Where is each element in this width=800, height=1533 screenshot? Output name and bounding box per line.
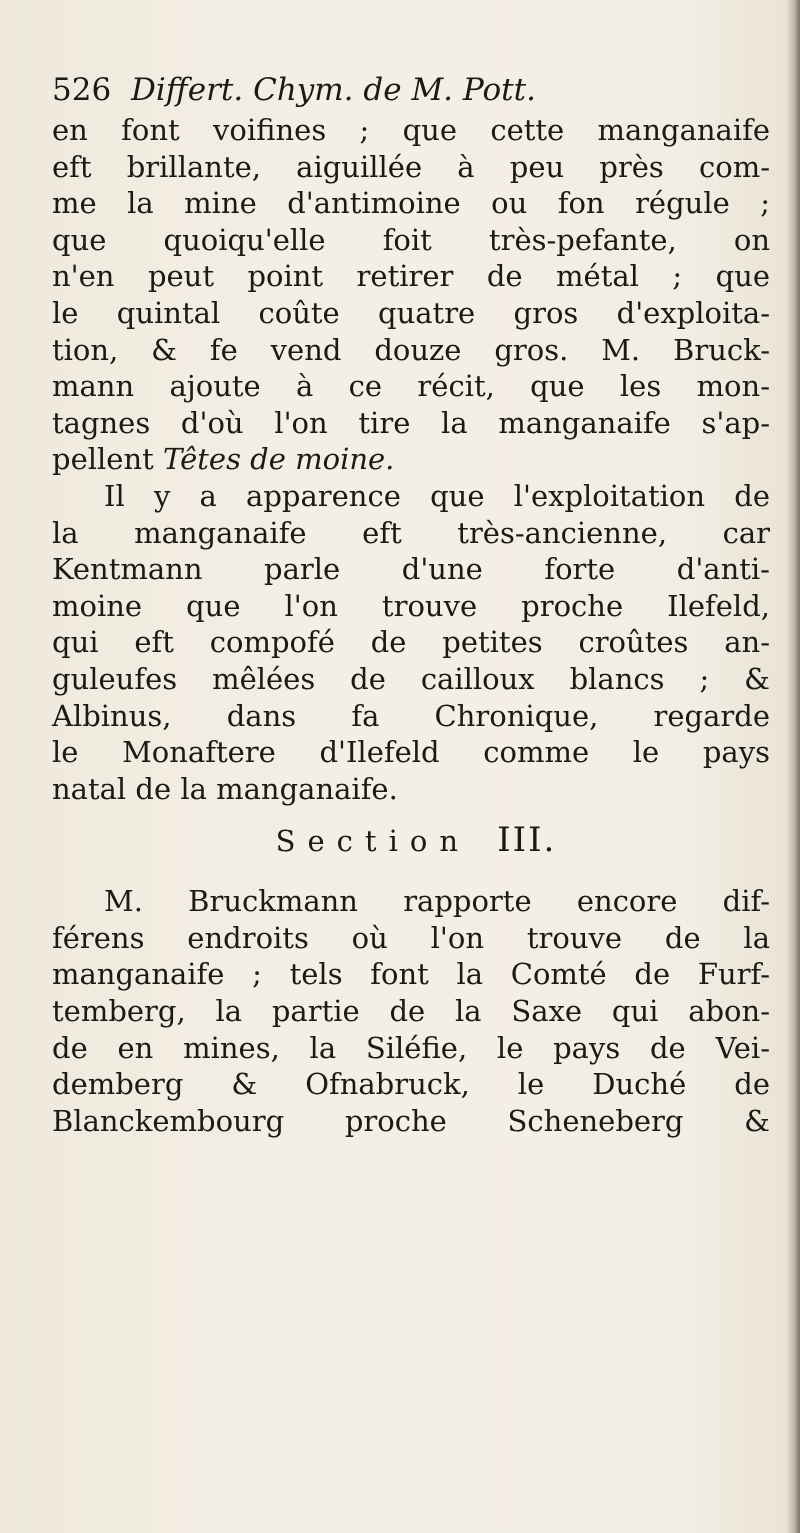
- italic-phrase: Têtes de moine.: [163, 442, 395, 477]
- text-line: le Monaftere d'Ilefeld comme le pays: [52, 735, 770, 770]
- text-line: moine que l'on trouve proche Ilefeld,: [52, 588, 770, 623]
- text-line: [52, 441, 770, 478]
- text-line: Kentmann parle d'une forte d'anti-: [52, 552, 770, 587]
- text-line: la manganaife eft très-ancienne, car: [52, 515, 770, 550]
- text-line: demberg & Ofnabruck, le Duché de: [52, 1067, 770, 1102]
- text-line: de en mines, la Siléfie, le pays de Vei-: [52, 1030, 770, 1065]
- section-heading: [52, 811, 770, 869]
- page-number: 526: [52, 72, 112, 108]
- paragraph-3: [52, 883, 770, 1139]
- text-line: temberg, la partie de la Saxe qui abon-: [52, 994, 770, 1029]
- text-block: [52, 68, 770, 1139]
- running-title: Differt. Chym. de M. Pott.: [131, 72, 536, 108]
- paragraph-1: [52, 112, 770, 478]
- text-line: férens endroits où l'on trouve de la: [52, 920, 770, 955]
- text-line: Albinus, dans fa Chronique, regarde: [52, 698, 770, 733]
- text-line: natal de la manganaife.: [52, 771, 398, 806]
- page-edge-shadow: [786, 0, 800, 1533]
- section-number: III.: [497, 820, 557, 861]
- text-line: Blanckembourg proche Scheneberg &: [52, 1103, 770, 1138]
- text-line: M. Bruckmann rapporte encore dif-: [104, 884, 770, 919]
- text-line: le quintal coûte quatre gros d'exploita-: [52, 295, 770, 330]
- text-line: me la mine d'antimoine ou fon régule ;: [52, 186, 770, 221]
- text-line: guleufes mêlées de cailloux blancs ; &: [52, 661, 770, 696]
- text-line: que quoiqu'elle foit très-pefante, on: [52, 222, 770, 257]
- paragraph-2: [52, 478, 770, 807]
- text-line: mann ajoute à ce récit, que les mon-: [52, 369, 770, 404]
- text-line: n'en peut point retirer de métal ; que: [52, 259, 770, 294]
- text-line: tion, & fe vend douze gros. M. Bruck-: [52, 332, 770, 367]
- text-line: Il y a apparence que l'exploitation de: [104, 478, 770, 513]
- text-line-prefix: pellent: [52, 442, 163, 477]
- text-line: manganaife ; tels font la Comté de Furf-: [52, 957, 770, 992]
- text-line: en font voifines ; que cette manganaife: [52, 113, 770, 147]
- running-head: [52, 68, 770, 112]
- text-line: eft brillante, aiguillée à peu près com-: [52, 149, 770, 184]
- text-line: qui eft compofé de petites croûtes an-: [52, 625, 770, 660]
- section-word: Section: [275, 824, 470, 859]
- text-line: tagnes d'où l'on tire la manganaife s'ap-: [52, 405, 770, 440]
